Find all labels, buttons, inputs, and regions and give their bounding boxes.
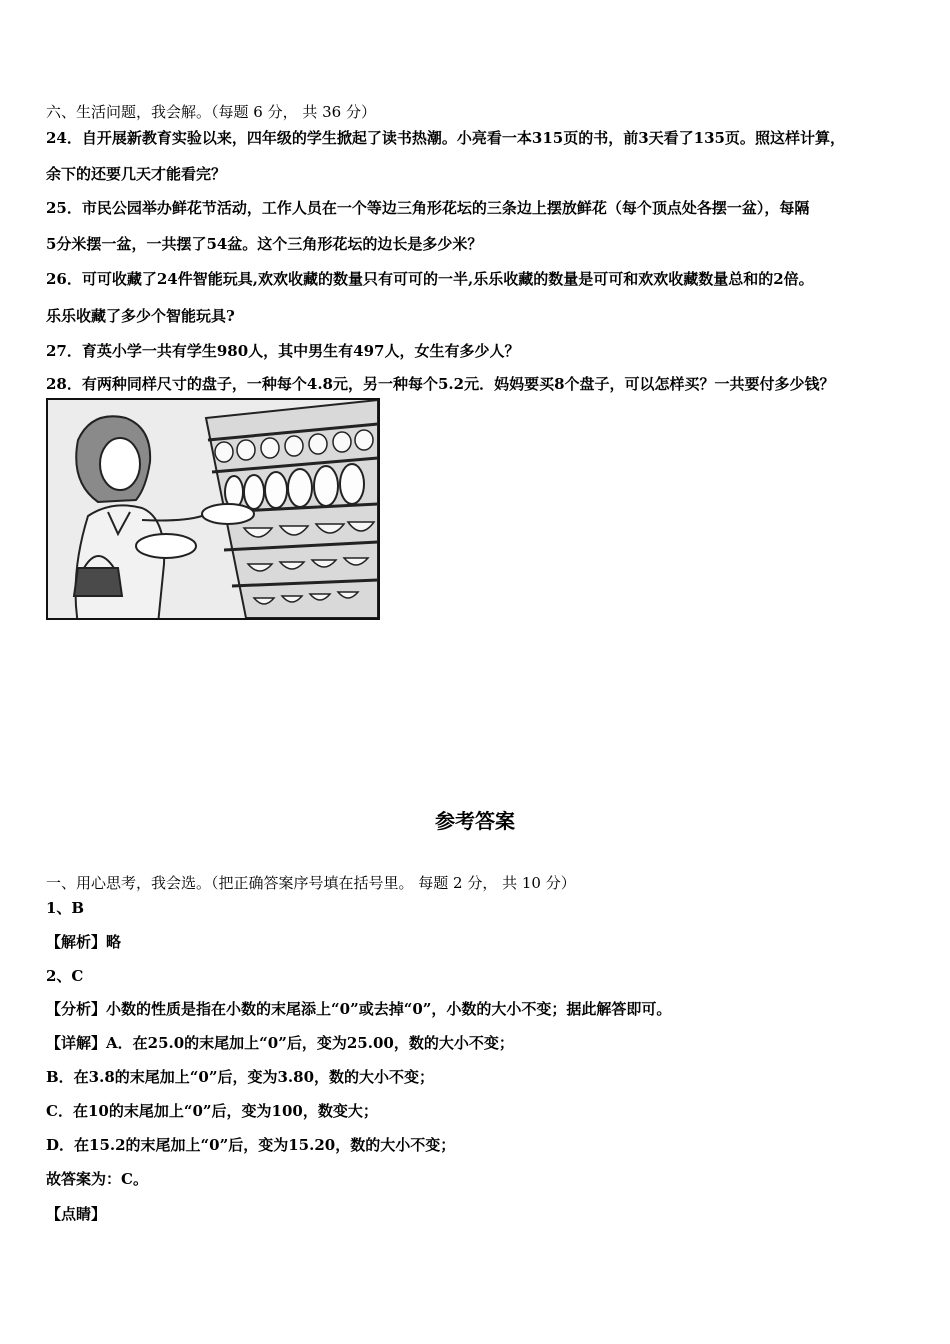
answer-2: 2、C [46, 967, 84, 985]
answer-2-option-b: B．在3.8的末尾加上“0”后，变为3.80，数的大小不变； [46, 1068, 435, 1086]
answer-2-option-c: C．在10的末尾加上“0”后，变为100，数变大； [46, 1102, 378, 1120]
answer-1-analysis: 【解析】略 [46, 933, 122, 951]
answer-2-detail: 【详解】A．在25.0的末尾加上“0”后，变为25.00，数的大小不变； [46, 1034, 514, 1052]
question-24-line2: 余下的还要几天才能看完？ [46, 165, 227, 183]
plates-shop-illustration [46, 398, 380, 620]
question-27: 27．育英小学一共有学生980人，其中男生有497人，女生有多少人？ [46, 342, 520, 360]
question-26-line1: 26．可可收藏了24件智能玩具,欢欢收藏的数量只有可可的一半,乐乐收藏的数量是可可和欢欢收藏数量总和的2倍。 [46, 270, 814, 288]
question-25-line2: 5分米摆一盆，一共摆了54盆。这个三角形花坛的边长是多少米？ [46, 235, 483, 253]
question-25-line1: 25．市民公园举办鲜花节活动，工作人员在一个等边三角形花坛的三条边上摆放鲜花（每个顶点处各摆一盆），每隔 [46, 199, 810, 217]
answer-1: 1、B [46, 899, 85, 917]
section6-heading: 六、生活问题，我会解。（每题 6 分， 共 36 分） [46, 103, 376, 121]
answer-2-option-d: D．在15.2的末尾加上“0”后，变为15.20，数的大小不变； [46, 1136, 456, 1154]
answer-2-analysis: 【分析】小数的性质是指在小数的末尾添上“0”或去掉“0”，小数的大小不变；据此解答即可。 [46, 1000, 672, 1018]
question-28: 28．有两种同样尺寸的盘子，一种每个4.8元，另一种每个5.2元．妈妈要买8个盘子，可以怎样买？一共要付多少钱？ [46, 375, 835, 393]
answer-2-conclusion: 故答案为：C。 [46, 1170, 148, 1188]
answer-2-comment: 【点睛】 [46, 1205, 107, 1223]
question-24-line1: 24．自开展新教育实验以来，四年级的学生掀起了读书热潮。小亮看一本315页的书，前3天看了135页。照这样计算， [46, 129, 845, 147]
question-26-line2: 乐乐收藏了多少个智能玩具? [46, 307, 235, 325]
answers-section1-heading: 一、用心思考，我会选。（把正确答案序号填在括号里。 每题 2 分， 共 10 分） [46, 874, 576, 892]
answers-title: 参考答案 [435, 809, 515, 833]
